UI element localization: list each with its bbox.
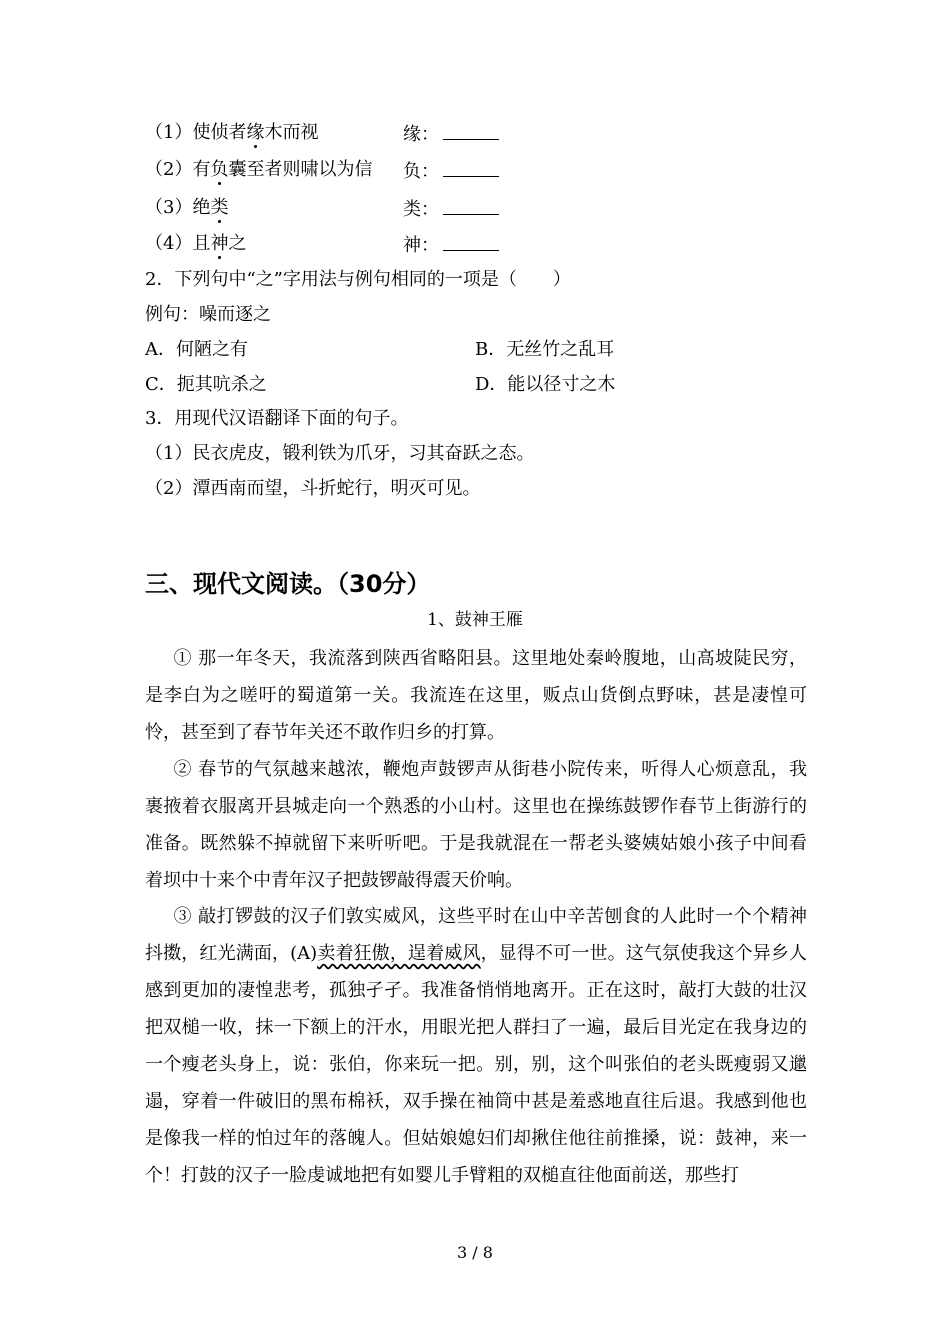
section-title: 三、现代文阅读。（30分） <box>145 570 431 598</box>
paragraph-2: ② 春节的气氛越来越浓，鞭炮声鼓锣声从街巷小院传来，听得人心烦意乱，我裹掖着衣服离开县城走向一个熟悉的小山村。这里也在操练鼓锣作春节上街游行的准备。既然躲不掉就留下来听听吧。于是我就混在一帮老头婆姨姑娘小孩子中间看着坝中十来个中青年汉子把鼓锣敲得震天价响。 <box>145 759 807 891</box>
paragraph-1: ① 那一年冬天，我流落到陕西省略阳县。这里地处秦岭腹地，山高坡陡民穷，是李白为之嗟吁的蜀道第一关。我流连在这里，贩点山货倒点野味，甚是凄惶可怜，甚至到了春节年关还不敢作归乡的打算。 <box>145 648 807 743</box>
answer-blank[interactable] <box>443 232 499 251</box>
q2-option-b: B．无丝竹之乱耳 <box>475 339 615 360</box>
answer-blank[interactable] <box>443 196 499 215</box>
wavy-underlined-phrase: 卖着狂傲，逞着威风 <box>317 943 481 964</box>
q2-option-d: D．能以径寸之木 <box>475 374 616 395</box>
q2-option-a: A．何陋之有 <box>145 339 248 360</box>
passage-title: 1、鼓神王雁 <box>427 610 523 630</box>
q3-stem: 3．用现代汉语翻译下面的句子。 <box>145 408 409 429</box>
q1-item-3: （3）绝类 <box>145 197 229 218</box>
q3-item-2: （2）潭西南而望，斗折蛇行，明灭可见。 <box>145 478 481 499</box>
page-number: 3 / 8 <box>457 1243 493 1262</box>
q1-answer-4: 神： <box>403 232 499 258</box>
q1-answer-2: 负： <box>403 158 499 184</box>
q1-answer-3: 类： <box>403 196 499 222</box>
q1-item-2: （2）有负囊至者则啸以为信 <box>145 159 373 180</box>
answer-blank[interactable] <box>443 158 499 177</box>
answer-blank[interactable] <box>443 121 499 140</box>
q1-item-4: （4）且神之 <box>145 233 247 254</box>
paragraph-3: ③ 敲打锣鼓的汉子们敦实威风，这些平时在山中辛苦刨食的人此时一个个精神抖擞，红光满面，(A)卖着狂傲，逞着威风，显得不可一世。这气氛使我这个异乡人感到更加的凄惶悲考，孤独孑孑。我准备悄悄地离开。正在这时，敲打大鼓的壮汉把双槌一收，抹一下额上的汗水，用眼光把人群扫了一遍，最后目光定在我身边的一个瘦老头身上，说：张伯，你来玩一把。别，别，这个叫张伯的老头既瘦弱又邋遢，穿着一件破旧的黑布棉袄，双手操在袖筒中甚是羞惑地直往后退。我感到他也是像我一样的怕过年的落魄人。但姑娘媳妇们却揪住他往前推搡，说：鼓神，来一个！打鼓的汉子一脸虔诚地把有如婴儿手臂粗的双槌直往他面前送，那些打 <box>145 906 808 1186</box>
q1-item-1: （1）使侦者缘木而视 <box>145 122 319 143</box>
q2-example: 例句：噪而逐之 <box>145 304 271 325</box>
q2-option-c: C．扼其吭杀之 <box>145 374 267 395</box>
q3-item-1: （1）民衣虎皮，锻利铁为爪牙，习其奋跃之态。 <box>145 443 535 464</box>
q1-answer-1: 缘： <box>403 121 499 147</box>
q2-stem: 2．下列句中“之”字用法与例句相同的一项是（ ） <box>145 269 571 290</box>
